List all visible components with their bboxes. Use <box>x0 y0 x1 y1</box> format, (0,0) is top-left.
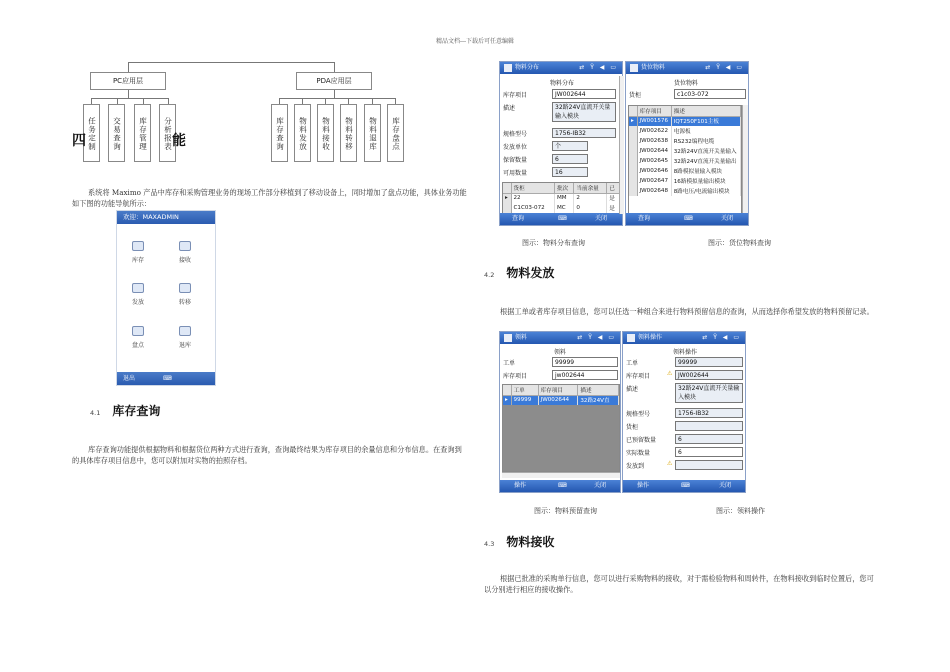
bin-input[interactable]: c1c03-072 <box>674 89 746 99</box>
horizontal-scrollbar[interactable] <box>502 472 620 478</box>
pc-item-report: 分析报表 <box>159 104 176 162</box>
reserved-field: 6 <box>675 434 743 444</box>
bottom-bar <box>626 213 748 225</box>
windows-icon <box>504 334 512 342</box>
menu-item-return[interactable]: 退库 <box>165 326 205 349</box>
table-row[interactable]: JW002644 32路24V直流开关量输入 <box>629 146 741 156</box>
bottom-bar <box>623 480 745 492</box>
bottom-bar <box>500 480 620 492</box>
screen-issue: 领料 ⇄ Ÿ ◀ ▭ 领料 工单 99999 库存项目 jw002644 工单 库存项目 描述 ▸ 99999 JW002644 32路24V直 操作 ⌨ 关闭 <box>499 331 621 493</box>
pc-layer-box: PC应用层 <box>90 72 166 90</box>
warning-icon: ⚠ <box>667 460 673 467</box>
caption-distribution: 图示：物料分布查询 <box>522 239 585 247</box>
menu-item-receive[interactable]: 接收 <box>165 241 205 264</box>
transfer-icon <box>179 283 191 293</box>
menu-title: 欢迎：MAXADMIN <box>117 211 215 224</box>
screen-material-distribution: 物料分布 ⇄ Ÿ ◀ ▭ 物料分布 库存项目 JW002644 描述 32路24V直流开关量输入模块 规格型号 1756-IB32 发放单位 个 保留数量 6 可用数量 16 货柜 批次 当前余量 已 ▸ 22 MM 2 是 C1C03-072 MC 0 是 查询 ⌨ 关闭 <box>499 61 623 226</box>
caption-location: 图示：货位物料查询 <box>708 239 771 247</box>
screen-title: 货位物料 <box>674 80 699 87</box>
menu-item-issue[interactable]: 发放 <box>118 283 158 306</box>
item-field: JW002644 <box>675 370 743 380</box>
section-4-1-text: 库存查询功能提供根据物料和根据货位两种方式进行查询，查询最终结果为库存项目的余量信息和分布信息。在查询到的具体库存项目信息中，您可以附加对实物的拍照存档。 <box>72 445 462 465</box>
caption-issue-operation: 图示：领料操作 <box>716 507 765 515</box>
return-icon <box>179 326 191 336</box>
screen-title: 领料操作 <box>673 349 698 356</box>
item-input[interactable]: JW002644 <box>552 89 616 99</box>
window-title: 领料操作 <box>638 334 663 341</box>
pda-item-issue: 物料发放 <box>294 104 311 162</box>
table-row[interactable]: C1C03-072 MC 0 是 <box>503 203 620 213</box>
operate-button[interactable]: 操作 <box>514 482 527 489</box>
spec-field: 1756-IB32 <box>675 408 743 418</box>
section-4-1-heading: 4.1 库存查询 <box>90 404 161 418</box>
exit-button[interactable]: 退出 <box>123 375 136 382</box>
close-button[interactable]: 关闭 <box>594 482 607 489</box>
work-order-field: 99999 <box>675 357 743 367</box>
scrollbar[interactable] <box>742 105 748 215</box>
keyboard-icon[interactable]: ⌨ <box>558 482 567 489</box>
work-order-input[interactable]: 99999 <box>552 357 618 367</box>
close-button[interactable]: 关闭 <box>719 482 732 489</box>
table-row[interactable]: JW002648 8路电压/电流输出模块 <box>629 186 741 196</box>
pc-item-query: 交易查询 <box>108 104 125 162</box>
menu-screenshot <box>116 210 216 386</box>
desc-field: 32路24V直流开关量输入模块 <box>552 102 616 122</box>
keyboard-icon[interactable]: ⌨ <box>163 375 172 382</box>
menu-item-inventory[interactable]: 库存 <box>118 241 158 264</box>
spec-field: 1756-IB32 <box>552 128 616 138</box>
keyboard-icon[interactable]: ⌨ <box>684 215 693 222</box>
status-icons: ⇄ Ÿ ◀ ▭ <box>579 64 618 71</box>
query-button[interactable]: 查询 <box>512 215 525 222</box>
screen-location-material: 货位物料 ⇄ Ÿ ◀ ▭ 货位物料 货柜 c1c03-072 库存项目 描述 ▸ JW001576 IQT250F101主板 JW002622 电源板 JW002638 RS232编程电缆 JW002644 32路24V直流开关量输入 JW002645 32路24V直流开关量输出 JW002646 8路模拟量输入模块 JW002647 16路模拟量输出模块 JW002648 8路电压/电流输出模块 查询 ⌨ 关闭 <box>625 61 749 226</box>
table-row[interactable]: JW002647 16路模拟量输出模块 <box>629 176 741 186</box>
operate-button[interactable]: 操作 <box>637 482 650 489</box>
available-field: 16 <box>552 167 588 177</box>
table-row[interactable]: JW002638 RS232编程电缆 <box>629 136 741 146</box>
status-icons: ⇄ Ÿ ◀ ▭ <box>577 334 616 341</box>
pc-item-inventory: 库存管理 <box>134 104 151 162</box>
window-title: 领料 <box>515 334 528 341</box>
menu-item-count[interactable]: 盘点 <box>118 326 158 349</box>
actual-quantity-input[interactable]: 6 <box>675 447 743 457</box>
keyboard-icon[interactable]: ⌨ <box>558 215 567 222</box>
close-button[interactable]: 关闭 <box>595 215 608 222</box>
bin-field <box>675 421 743 431</box>
table-row[interactable]: ▸ 99999 JW002644 32路24V直 <box>503 395 619 405</box>
count-icon <box>132 326 144 336</box>
close-button[interactable]: 关闭 <box>721 215 734 222</box>
status-icons: ⇄ Ÿ ◀ ▭ <box>702 334 741 341</box>
status-icons: ⇄ Ÿ ◀ ▭ <box>705 64 744 71</box>
screen-title: 物料分布 <box>550 80 575 87</box>
section-heading-left: 四 <box>72 133 86 149</box>
warning-icon: ⚠ <box>667 370 673 377</box>
pda-item-receive: 物料接收 <box>317 104 334 162</box>
receive-icon <box>179 241 191 251</box>
table-row[interactable]: ▸ 22 MM 2 是 <box>503 193 620 203</box>
table-row[interactable]: JW002622 电源板 <box>629 126 741 136</box>
item-input[interactable]: jw002644 <box>552 370 618 380</box>
scrollbar[interactable] <box>619 76 624 214</box>
bottom-bar <box>500 213 622 225</box>
table-row[interactable]: JW002645 32路24V直流开关量输出 <box>629 156 741 166</box>
section-4-2-heading: 4.2 物料发放 <box>484 266 555 280</box>
keyboard-icon[interactable]: ⌨ <box>681 482 690 489</box>
screen-title: 领料 <box>554 349 567 356</box>
distribution-grid[interactable]: 货柜 批次 当前余量 已 ▸ 22 MM 2 是 C1C03-072 MC 0 是 <box>502 182 621 215</box>
windows-icon <box>504 64 512 72</box>
table-row[interactable]: JW002646 8路模拟量输入模块 <box>629 166 741 176</box>
table-row[interactable]: ▸ JW001576 IQT250F101主板 <box>629 116 741 126</box>
windows-icon <box>630 64 638 72</box>
section-heading-right: 能 <box>172 133 186 149</box>
menu-item-transfer[interactable]: 转移 <box>165 283 205 306</box>
window-title: 货位物料 <box>641 64 666 71</box>
caption-reservation: 图示：物料预留查询 <box>534 507 597 515</box>
screen-issue-operation: 领料操作 ⇄ Ÿ ◀ ▭ 领料操作 工单 99999 库存项目 ⚠ JW002644 描述 32路24V直流开关量输入模块 规格型号 1756-IB32 货柜 已预留数量 6 实际数量 6 发放到 ⚠ 操作 ⌨ 关闭 <box>622 331 746 493</box>
issue-icon <box>132 283 144 293</box>
inventory-icon <box>132 241 144 251</box>
pda-item-count: 库存盘点 <box>387 104 404 162</box>
intro-paragraph: 系统将 Maximo 产品中库存和采购管理业务的现场工作部分移植到了移动设备上，同时增加了盘点功能，具体业务功能如下图的功能导航所示： <box>72 188 467 208</box>
section-4-3-text: 根据已批准的采购单行信息，您可以进行采购物料的接收，对于需检验物料和周转件，在物料接收到临时位置后，您可以分别进行相应的接收操作。 <box>484 574 874 594</box>
unit-field: 个 <box>552 141 588 151</box>
pda-item-query: 库存查询 <box>271 104 288 162</box>
window-title: 物料分布 <box>515 64 540 71</box>
query-button[interactable]: 查询 <box>638 215 651 222</box>
pda-item-transfer: 物料转移 <box>340 104 357 162</box>
issue-to-field[interactable] <box>675 460 743 470</box>
section-4-2-text: 根据工单或者库存项目信息，您可以任选一种组合来进行物料预留信息的查询，从而选择你希望发放的物料预留记录。 <box>500 307 874 316</box>
section-4-3-heading: 4.3 物料接收 <box>484 535 555 549</box>
pc-item-task: 任务定制 <box>83 104 100 162</box>
menu-footer <box>117 372 215 385</box>
pda-layer-box: PDA应用层 <box>296 72 372 90</box>
reserved-field: 6 <box>552 154 588 164</box>
windows-icon <box>627 334 635 342</box>
location-grid[interactable]: 库存项目 描述 ▸ JW001576 IQT250F101主板 JW002622 电源板 JW002638 RS232编程电缆 JW002644 32路24V直流开关量输入 JW002645 32路24V直流开关量输出 JW002646 8路模拟量输入模块 JW002647 16路模拟量输出模块 JW002648 8路电压/电流输出模块 <box>628 105 742 215</box>
pda-item-return: 物料退库 <box>364 104 381 162</box>
header-note: 精品文档---下载后可任意编辑 <box>435 38 515 45</box>
desc-field: 32路24V直流开关量输入模块 <box>675 383 743 403</box>
reservation-grid[interactable]: 工单 库存项目 描述 ▸ 99999 JW002644 32路24V直 <box>502 384 620 472</box>
